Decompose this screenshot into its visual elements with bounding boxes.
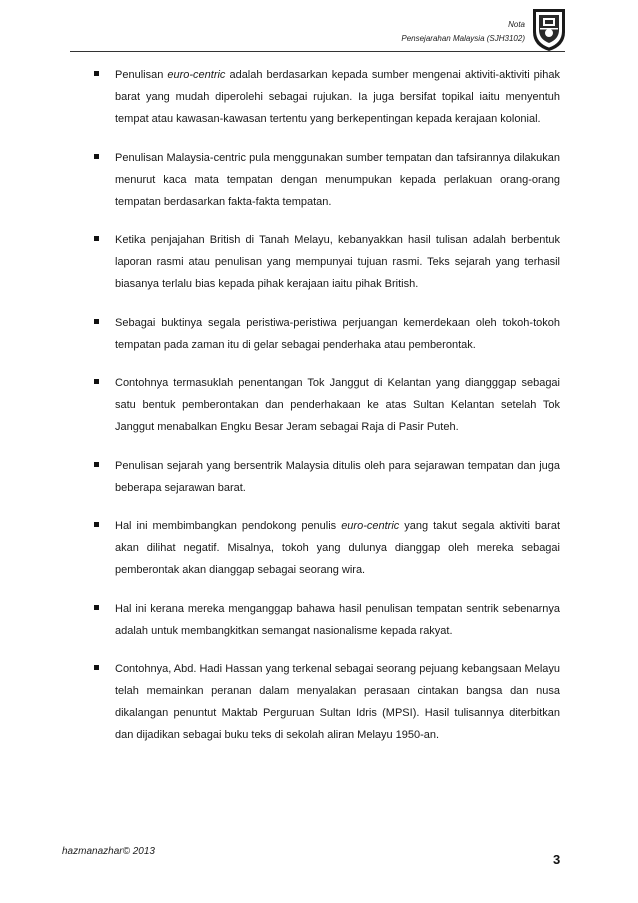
- header-divider: [70, 51, 565, 52]
- running-header: [401, 18, 525, 46]
- paragraph: Hal ini membimbangkan pendokong penulis euro-centric yang takut segala aktiviti barat akan dilihat negatif. Misalnya, tokoh yang dulunya dianggap oleh mereka sebagai pemberontak akan dianggap sebagai seorang wira.: [115, 520, 561, 576]
- bullet-marker: [94, 379, 99, 384]
- header-course: Pensejarahan Malaysia (SJH3102): [401, 34, 525, 43]
- bullet-marker: [94, 319, 99, 324]
- list-item: [90, 598, 560, 642]
- list-item: [90, 147, 560, 213]
- paragraph: Penulisan sejarah yang bersentrik Malaysia ditulis oleh para sejarawan tempatan dan juga beberapa sejarawan barat.: [115, 459, 560, 494]
- paragraph: Hal ini kerana mereka menganggap bahawa hasil penulisan tempatan sentrik sebenarnya adalah untuk membangkitkan semangat nasionalisme kepada rakyat.: [115, 602, 560, 637]
- bullet-marker: [94, 522, 99, 527]
- paragraph: Contohnya termasuklah penentangan Tok Janggut di Kelantan yang diangggap sebagai satu bentuk pemberontakan dan penderhakaan ke atas Sultan Kelantan setelah Tok Janggut menabalkan Engku Besar Jeram sebagai Raja di Pasir Puteh.: [115, 377, 560, 433]
- list-item: [90, 229, 560, 295]
- paragraph: Sebagai buktinya segala peristiwa-peristiwa perjuangan kemerdekaan oleh tokoh-tokoh tempatan pada zaman itu di gelar sebagai penderhaka atau pemberontak.: [115, 316, 560, 351]
- bullet-marker: [94, 71, 99, 76]
- page-number: 3: [553, 852, 561, 867]
- institution-logo: [530, 6, 568, 52]
- paragraph: Penulisan euro-centric adalah berdasarkan kepada sumber mengenai aktiviti-aktiviti pihak barat yang mudah diperolehi sebagai rujukan. Ia juga bersifat topikal iaitu menyentuh tempat atau kawasan-kawasan tertentu yang berkepentingan kepada kerajaan kolonial.: [115, 69, 560, 125]
- bullet-marker: [94, 462, 99, 467]
- paragraph: Penulisan Malaysia-centric pula menggunakan sumber tempatan dan tafsirannya dilakukan menurut kaca mata tempatan dengan menumpukan kepada perlakuan orang-orang tempatan berdasarkan fakta-fakta tempatan.: [115, 151, 560, 208]
- list-item: [90, 658, 560, 746]
- paragraph: Ketika penjajahan British di Tanah Melayu, kebanyakkan hasil tulisan adalah berbentuk laporan rasmi atau penulisan yang mempunyai tujuan rasmi. Teks sejarah yang terhasil biasanya terlalu bias kepada pihak kerajaan iaitu pihak British.: [115, 234, 560, 290]
- bullet-marker: [94, 154, 99, 159]
- list-item: [90, 515, 560, 581]
- bullet-marker: [94, 236, 99, 241]
- bullet-list: [90, 64, 560, 763]
- list-item: [90, 455, 560, 499]
- list-item: [90, 312, 560, 356]
- paragraph: Contohnya, Abd. Hadi Hassan yang terkenal sebagai seorang pejuang kebangsaan Melayu telah memainkan peranan dalam menyalakan perasaan cintakan bangsa dan nusa dikalangan penuntut Maktab Perguruan Sultan Idris (MPSI). Hasil tulisannya diterbitkan dan dijadikan sebagai buku teks di sekolah aliran Melayu 1950-an.: [115, 663, 560, 741]
- list-item: [90, 64, 560, 130]
- header-title: Nota: [508, 20, 525, 29]
- bullet-marker: [94, 605, 99, 610]
- footer-author: hazmanazhar© 2013: [62, 846, 155, 857]
- list-item: [90, 372, 560, 438]
- bullet-marker: [94, 665, 99, 670]
